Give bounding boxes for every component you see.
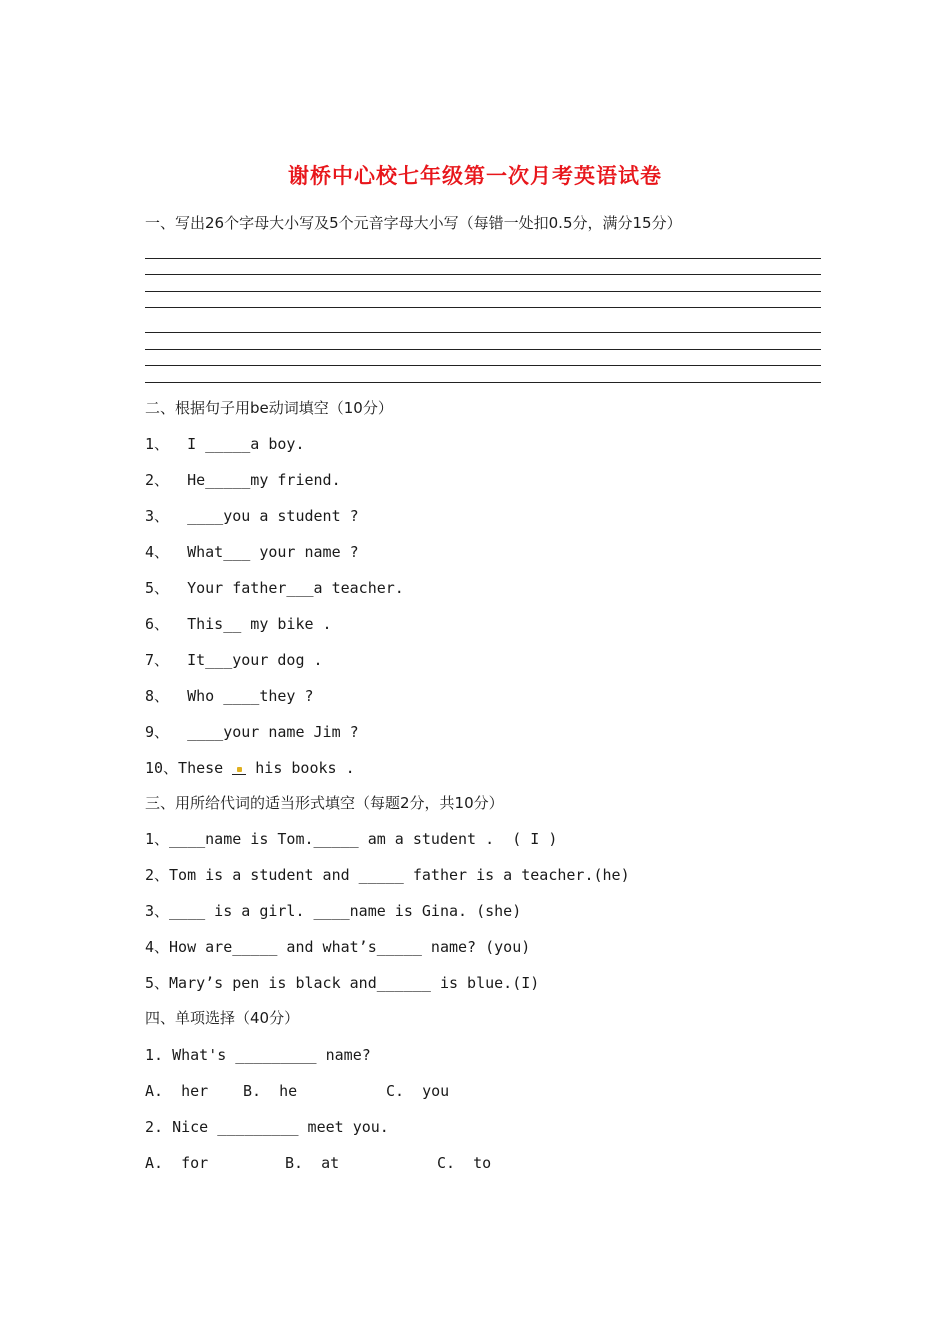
option: A. her [145,1082,209,1100]
item-text: his books . [255,759,355,777]
section2-item: 6、 This__ my bike . [145,615,332,633]
writing-line [145,382,821,383]
section3-item: 2、Tom is a student and _____ father is a teacher.(he) [145,866,630,884]
section3-item: 3、____ is a girl. ____name is Gina. (she) [145,902,522,920]
writing-line [145,365,821,366]
option: B. he [243,1082,298,1100]
exam-title: 谢桥中心校七年级第一次月考英语试卷 [288,164,662,188]
blank-mark [232,766,246,775]
section3-item: 4、How are_____ and what’s_____ name? (you) [145,938,531,956]
section2-item: 5、 Your father___a teacher. [145,579,404,597]
writing-line [145,258,821,259]
item-text: 10、These [145,759,224,777]
writing-line [145,332,821,333]
section2-item: 3、 ____you a student ? [145,507,359,525]
section1-heading: 一、写出26个字母大小写及5个元音字母大小写（每错一处扣0.5分，满分15分） [145,214,682,232]
option: C. to [437,1154,492,1172]
section2-heading: 二、根据句子用be动词填空（10分） [145,399,393,417]
section2-item: 4、 What___ your name ? [145,543,359,561]
section2-item: 7、 It___your dog . [145,651,323,669]
option: B. at [285,1154,340,1172]
section4-heading: 四、单项选择（40分） [145,1009,300,1027]
section3-item: 5、Mary’s pen is black and______ is blue.(I) [145,974,540,992]
section3-heading: 三、用所给代词的适当形式填空（每题2分，共10分） [145,794,504,812]
writing-line [145,274,821,275]
option: A. for [145,1154,209,1172]
question: 1. What's _________ name? [145,1046,371,1064]
writing-line [145,307,821,308]
writing-line [145,349,821,350]
section3-item: 1、____name is Tom._____ am a student . ( I ) [145,830,558,848]
section2-item: 2、 He_____my friend. [145,471,341,489]
section2-item: 9、 ____your name Jim ? [145,723,359,741]
section2-item [145,758,355,778]
section2-item: 8、 Who ____they ? [145,687,314,705]
writing-line [145,291,821,292]
option: C. you [386,1082,450,1100]
section2-item: 1、 I _____a boy. [145,435,305,453]
question: 2. Nice _________ meet you. [145,1118,389,1136]
